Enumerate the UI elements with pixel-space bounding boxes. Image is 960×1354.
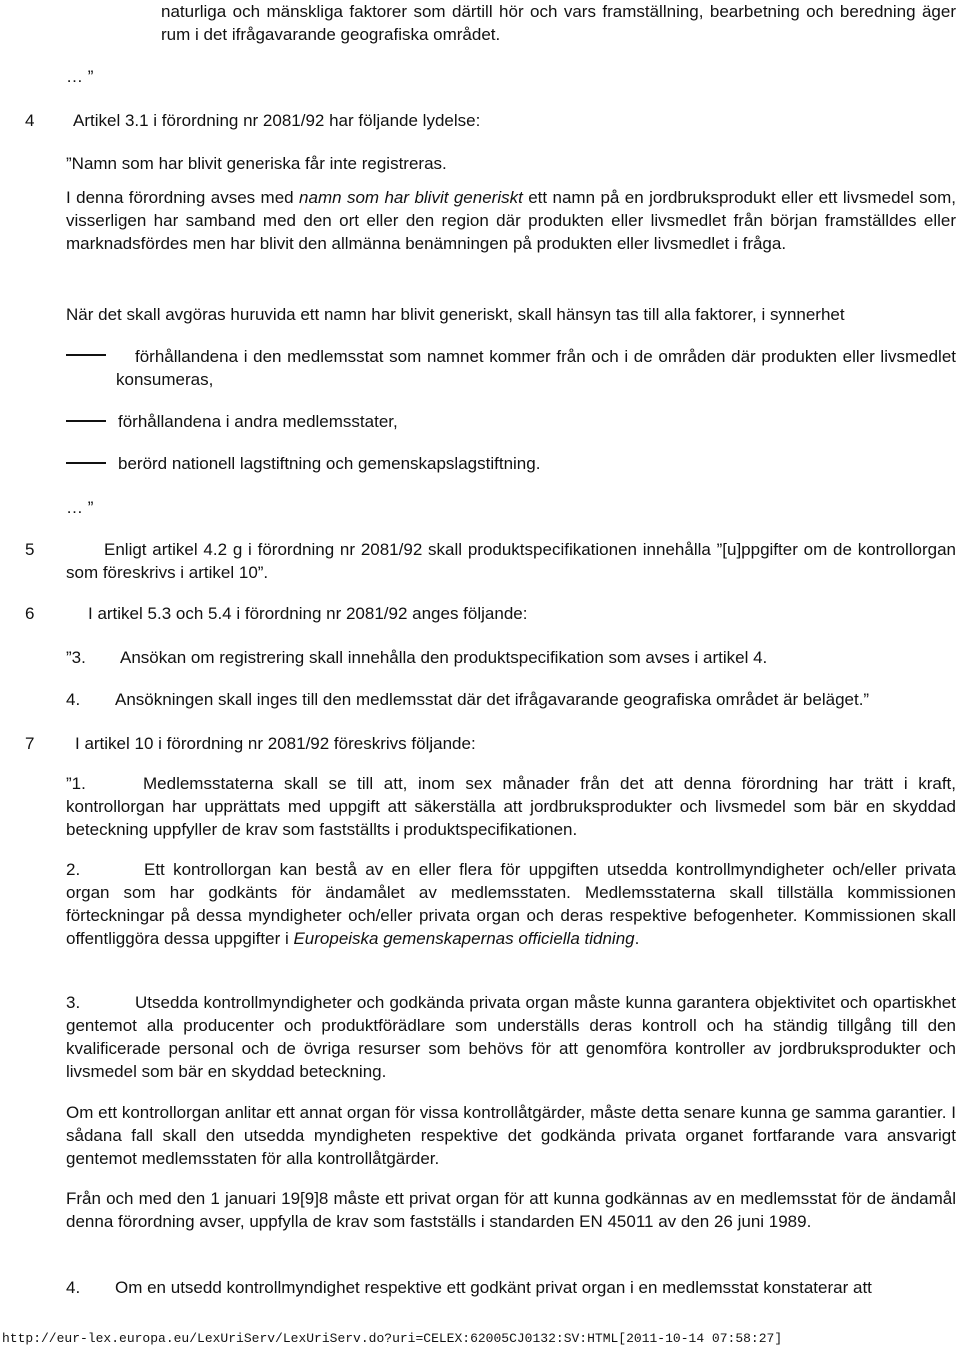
item7-point4-text: Om en utsedd kontrollmyndighet respektive ett godkänt privat organ i en medlemsstat konstaterar att — [115, 1278, 872, 1297]
item7-point3-text: Utsedda kontrollmyndigheter och godkända privata organ måste kunna garantera objektivitet och opartiskhet gentemot alla producenter och produktförädlare som underställs deras kontroll och ha ständig tillgång till den kvalificerade personal och de övriga resurser som behövs för att genomföra kontroller av jordbruksprodukter och livsmedel som bär en skyddad beteckning. — [66, 993, 956, 1081]
item6-point3-number: ”3. — [66, 648, 86, 667]
item7-point2-body: Ett kontrollorgan kan bestå av en eller flera för uppgiften utsedda kontrollmyndigheter och/eller privata organ som har godkänts för ändamålet av medlemsstaten. Medlemsstaterna skall tillställa kommissionen förteckningar på dessa myndigheter och/eller privata organ och deras respektive befogenheter. Kommissionen skall offentliggöra dessa uppgifter i — [66, 860, 956, 948]
factors-intro: När det skall avgöras huruvida ett namn har blivit generiskt, skall hänsyn tas till alla faktorer, i synnerhet — [66, 305, 845, 324]
item7-intro: I artikel 10 i förordning nr 2081/92 föreskrivs följande: — [75, 734, 476, 753]
item7-point3-subparagraph-2: Om ett kontrollorgan anlitar ett annat organ för vissa kontrollåtgärder, måste detta senare kunna ge samma garantier. I sådana fall skall den utsedda myndigheten respektive det godkända privata organet fortfarande vara ansvarigt gentemot medlemsstaten för alla kontrollåtgärder. — [66, 1103, 956, 1168]
item5-text: Enligt artikel 4.2 g i förordning nr 2081/92 skall produktspecifikationen innehålla ”[u]ppgifter om de kontrollorgan som föreskrivs i artikel 10”. — [66, 540, 956, 582]
item7-point2-number: 2. — [66, 860, 81, 879]
footer-source-url: http://eur-lex.europa.eu/LexUriServ/LexUriServ.do?uri=CELEX:62005CJ0132:SV:HTML[2011-10-14 07:58:27] — [2, 1331, 783, 1346]
definition-post: ett namn på en jordbruksprodukt eller ett livsmedel som, visserligen har samband med den ort eller den region där produkten eller livsmedlet från början framställdes eller marknadsfördes men har blivit den allmänna benämningen på produkten eller livsmedlet i fråga. — [66, 188, 956, 253]
item7-point3-subparagraph-3: Från och med den 1 januari 19[9]8 måste ett privat organ för att kunna godkännas av en medlemsstat för de ändamål denna förordning avser, uppfylla de krav som fastställs i standarden EN 45011 av den 26 juni 1989. — [66, 1189, 956, 1231]
quote-ellipsis: … ” — [66, 498, 94, 517]
item7-point2-text — [66, 858, 956, 950]
paragraph-number-7: 7 — [25, 734, 35, 753]
paragraph-number-5: 5 — [25, 540, 35, 559]
item7-point2-end: . — [634, 929, 640, 948]
official-journal-title: Europeiska gemenskapernas officiella tidning — [293, 929, 635, 948]
paragraph-number-6: 6 — [25, 604, 35, 623]
item7-point3-number: 3. — [66, 993, 81, 1012]
bullet-dash — [66, 462, 106, 464]
item6-point4-text: Ansökningen skall inges till den medlemsstat där det ifrågavarande geografiska området är beläget.” — [115, 690, 870, 709]
bullet-dash — [66, 354, 106, 356]
definition-pre: I denna förordning avses med — [66, 188, 300, 207]
item6-intro: I artikel 5.3 och 5.4 i förordning nr 2081/92 anges följande: — [88, 604, 528, 623]
paragraph-number-4: 4 — [25, 111, 35, 130]
item6-point4-number: 4. — [66, 690, 81, 709]
definition-paragraph — [66, 186, 956, 255]
item7-point1-number: ”1. — [66, 774, 86, 793]
item6-point3-text: Ansökan om registrering skall innehålla den produktspecifikation som avses i artikel 4. — [120, 648, 768, 667]
item7-point4-number: 4. — [66, 1278, 81, 1297]
item4-intro: Artikel 3.1 i förordning nr 2081/92 har följande lydelse: — [73, 111, 481, 130]
quote-first-sentence: ”Namn som har blivit generiska får inte registreras. — [66, 154, 447, 173]
definition-term: namn som har blivit generiskt — [299, 188, 523, 207]
factor-bullet-2: förhållandena i andra medlemsstater, — [118, 412, 398, 431]
quote-ellipsis: … ” — [66, 67, 94, 86]
factor-bullet-3: berörd nationell lagstiftning och gemenskapslagstiftning. — [118, 454, 541, 473]
bullet-dash — [66, 420, 106, 422]
item7-point1-text: Medlemsstaterna skall se till att, inom sex månader från det att denna förordning har trätt i kraft, kontrollorgan har upprättats med uppgift att säkerställa att jordbruksprodukter och livsmedel som bär en skyddad beteckning uppfyller de krav som fastställts i produktspecifikationen. — [66, 774, 956, 839]
continuation-paragraph: naturliga och mänskliga faktorer som därtill hör och vars framställning, bearbetning och beredning äger rum i det ifrågavarande geografiska området. — [161, 2, 956, 44]
factor-bullet-1: förhållandena i den medlemsstat som namnet kommer från och i de områden där produkten eller livsmedlet konsumeras, — [116, 347, 956, 389]
